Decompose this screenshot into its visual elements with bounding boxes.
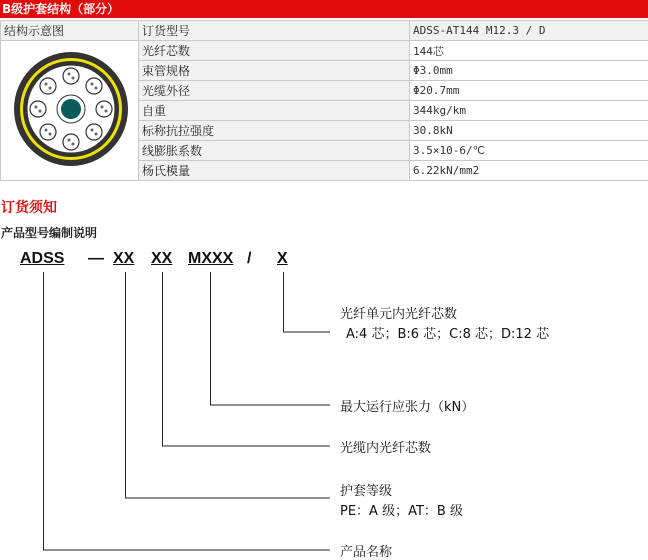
code-dash: — — [88, 250, 104, 268]
code-sheath-grade: XX — [113, 250, 134, 268]
annotation-sheath-grade: 护套等级 — [340, 480, 392, 499]
row-label: 束管规格 — [139, 61, 410, 81]
row-label: 杨氏模量 — [139, 161, 410, 181]
annotation-fiber-unit: 光纤单元内光纤芯数 — [340, 303, 457, 322]
row-label: 光纤芯数 — [139, 41, 410, 61]
col-header-diagram: 结构示意图 — [1, 21, 139, 41]
code-adss: ADSS — [20, 250, 64, 268]
leader-line-cable-fibers — [163, 272, 331, 446]
leader-line-max-tension — [211, 272, 331, 405]
section-header: B级护套结构（部分） — [0, 0, 648, 18]
annotation-product-name: 产品名称 — [340, 541, 392, 560]
row-value: 6.22kN/mm2 — [410, 161, 648, 181]
annotation-cable-fibers: 光缆内光纤芯数 — [340, 437, 431, 456]
leader-line-product-name — [44, 272, 331, 550]
row-value: 30.8kN — [410, 121, 648, 141]
row-value: 344kg/km — [410, 101, 648, 121]
leader-line-sheath-grade — [126, 272, 331, 498]
leader-line-fiber-unit — [284, 272, 331, 332]
row-value: 144芯 — [410, 41, 648, 61]
row-label: 线膨胀系数 — [139, 141, 410, 161]
code-slash: / — [247, 250, 251, 268]
model-code-subtitle: 产品型号编制说明 — [1, 224, 97, 241]
row-value: 3.5×10-6/℃ — [410, 141, 648, 161]
annotation-sheath-grade-detail: PE：A 级；AT：B 级 — [340, 500, 463, 519]
col-header-model: 订货型号 — [139, 21, 410, 41]
row-value: Φ3.0mm — [410, 61, 648, 81]
code-max-tension: MXXX — [188, 250, 233, 268]
ordering-title: 订货须知 — [1, 197, 57, 217]
row-label: 光缆外径 — [139, 81, 410, 101]
row-label: 标称抗拉强度 — [139, 121, 410, 141]
annotation-fiber-unit-detail: A:4 芯；B:6 芯；C:8 芯；D:12 芯 — [346, 323, 549, 342]
row-label: 自重 — [139, 101, 410, 121]
code-fiber-unit: X — [277, 250, 288, 268]
row-value: Φ20.7mm — [410, 81, 648, 101]
annotation-max-tension: 最大运行应张力（kN） — [340, 396, 474, 415]
col-header-model-value: ADSS-AT144 M12.3 / D — [410, 21, 648, 41]
code-fiber-count: XX — [151, 250, 172, 268]
